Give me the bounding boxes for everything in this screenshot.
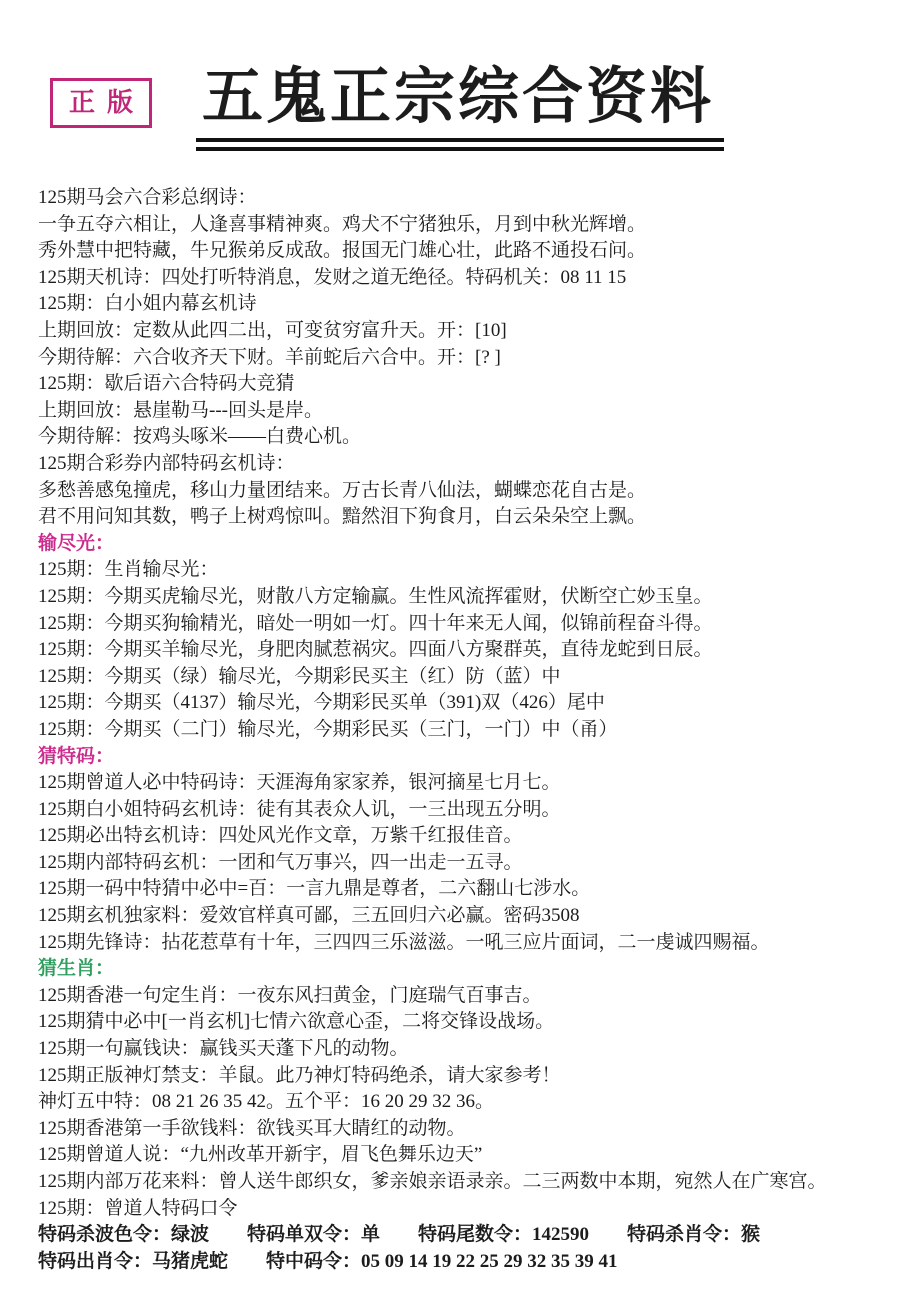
text-line: 125期：今期买（4137）输尽光，今期彩民买单（391)双（426）尾中	[38, 692, 605, 714]
text-line: 125期：生肖输尽光：	[38, 559, 219, 581]
content	[38, 185, 874, 1275]
text-line: 125期香港一句定生肖：一夜东风扫黄金，门庭瑞气百事吉。	[38, 984, 542, 1006]
code-command: 特码杀肖令：猴	[627, 1224, 761, 1246]
text-line	[38, 1249, 874, 1276]
text-line: 125期：今期买虎输尽光，财散八方定输赢。生性风流挥霍财，伏断空亡妙玉皇。	[38, 585, 713, 607]
text-line: 125期曾道人必中特码诗：天涯海角家家养，银河摘星七月七。	[38, 772, 561, 794]
header	[50, 66, 874, 151]
section-heading: 猜特码：	[38, 745, 115, 767]
text-line: 125期先锋诗：拈花惹草有十年，三四四三乐滋滋。一吼三应片面词，二一虔诚四赐福。	[38, 931, 770, 953]
text-line	[38, 1222, 874, 1249]
section-heading: 输尽光：	[38, 532, 115, 554]
text-line: 秀外慧中把特藏，牛兄猴弟反成敌。报国无门雄心壮，此路不通投石问。	[38, 240, 647, 262]
text-line: 上期回放：悬崖勒马---回头是岸。	[38, 399, 323, 421]
text-line: 125期内部万花来料：曾人送牛郎织女，爹亲娘亲语录亲。二三两数中本期，宛然人在广寒宫。	[38, 1171, 827, 1193]
text-line: 125期一句赢钱诀：赢钱买天蓬下凡的动物。	[38, 1038, 409, 1060]
text-line: 125期玄机独家料：爱效官样真可鄙，三五回归六必赢。密码3508	[38, 905, 580, 927]
text-line: 125期马会六合彩总纲诗：	[38, 187, 257, 209]
text-line: 125期必出特玄机诗：四处风光作文章，万紫千红报佳音。	[38, 825, 523, 847]
page-title: 五鬼正宗综合资料	[196, 66, 724, 151]
code-command: 特码单双令：单	[247, 1224, 381, 1246]
text-line: 125期内部特码玄机：一团和气万事兴，四一出走一五寻。	[38, 851, 523, 873]
text-line: 125期：歇后语六合特码大竞猜	[38, 373, 295, 395]
text-line: 125期：曾道人特码口令	[38, 1197, 238, 1219]
text-line: 125期：今期买（绿）输尽光，今期彩民买主（红）防（蓝）中	[38, 665, 561, 687]
text-line: 125期一码中特猜中必中=百：一言九鼎是尊者，二六翻山七涉水。	[38, 878, 591, 900]
text-lines	[38, 185, 874, 1275]
code-command: 特中码令：05 09 14 19 22 25 29 32 35 39 41	[266, 1250, 618, 1272]
code-command: 特码出肖令：马猪虎蛇	[38, 1250, 229, 1272]
text-line: 125期：白小姐内幕玄机诗	[38, 293, 257, 315]
text-line: 125期：今期买（二门）输尽光，今期彩民买（三门，一门）中（甬）	[38, 718, 618, 740]
code-command: 特码杀波色令：绿波	[38, 1224, 210, 1246]
text-line: 今期待解：六合收齐天下财。羊前蛇后六合中。开：[? ]	[38, 346, 501, 368]
text-line: 125期香港第一手欲钱料：欲钱买耳大睛红的动物。	[38, 1117, 466, 1139]
text-line: 125期：今期买羊输尽光，身肥肉腻惹祸灾。四面八方聚群英，直待龙蛇到日辰。	[38, 639, 713, 661]
text-line: 125期猜中必中[一肖玄机]七情六欲意心歪，二将交锋设战场。	[38, 1011, 555, 1033]
text-line: 今期待解：按鸡头啄米——白费心机。	[38, 426, 362, 448]
text-line: 125期曾道人说：“九州改革开新宇，眉飞色舞乐边天”	[38, 1144, 483, 1166]
text-line: 上期回放：定数从此四二出，可变贫穷富升天。开：[10]	[38, 320, 507, 342]
edition-badge: 正版	[50, 78, 152, 128]
text-line: 125期天机诗：四处打听特消息，发财之道无绝径。特码机关：08 11 15	[38, 266, 627, 288]
code-command: 特码尾数令：142590	[418, 1224, 590, 1246]
text-line: 君不用问知其数，鸭子上树鸡惊叫。黯然泪下狗食月，白云朵朵空上飘。	[38, 506, 647, 528]
text-line: 125期合彩券内部特码玄机诗：	[38, 452, 295, 474]
text-line: 125期正版神灯禁支：羊鼠。此乃神灯特码绝杀，请大家参考！	[38, 1064, 561, 1086]
text-line: 多愁善感兔撞虎，移山力量团结来。万古长青八仙法，蝴蝶恋花自古是。	[38, 479, 647, 501]
section-heading: 猜生肖：	[38, 958, 115, 980]
text-line: 125期：今期买狗输精光，暗处一明如一灯。四十年来无人闻，似锦前程奋斗得。	[38, 612, 713, 634]
text-line: 一争五夺六相让，人逢喜事精神爽。鸡犬不宁猪独乐，月到中秋光辉增。	[38, 213, 647, 235]
text-line: 125期白小姐特码玄机诗：徒有其表众人讥，一三出现五分明。	[38, 798, 561, 820]
text-line: 神灯五中特：08 21 26 35 42。五个平：16 20 29 32 36。	[38, 1091, 495, 1113]
